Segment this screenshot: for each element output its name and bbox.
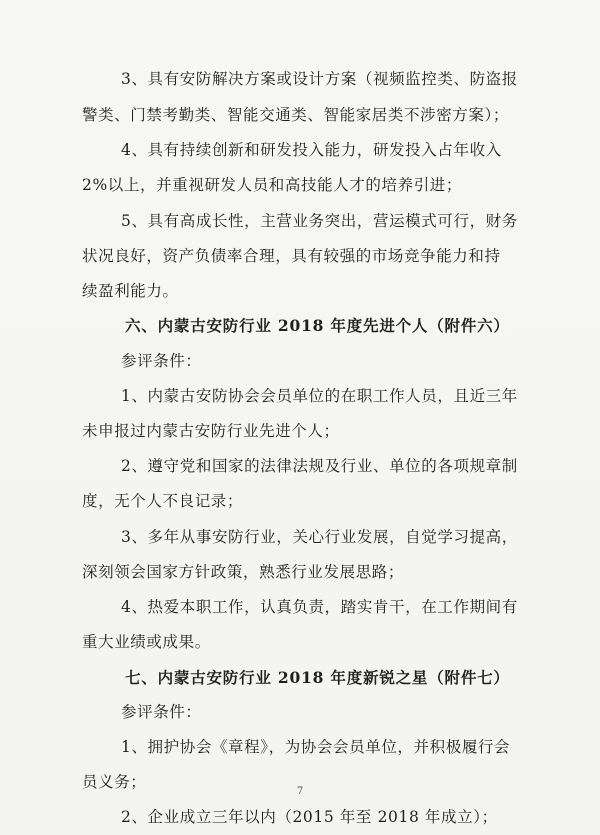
text-line: 参评条件： — [121, 352, 202, 370]
text-line: 5、具有高成长性，主营业务突出，营运模式可行，财务 — [121, 212, 518, 230]
text-line: 续盈利能力。 — [82, 282, 179, 300]
text-line: 3、具有安防解决方案或设计方案（视频监控类、防盗报 — [121, 70, 518, 88]
text-line: 2、遵守党和国家的法律法规及行业、单位的各项规章制 — [121, 457, 518, 475]
text-line: 深刻领会国家方针政策，熟悉行业发展思路； — [82, 563, 405, 581]
text-line: 未申报过内蒙古安防行业先进个人； — [82, 422, 340, 440]
page-number: 7 — [296, 786, 304, 797]
section-heading: 七、内蒙古安防行业 2018 年度新锐之星（附件七） — [125, 668, 510, 687]
text-line: 4、热爱本职工作，认真负责，踏实肯干，在工作期间有 — [121, 598, 518, 616]
text-line: 4、具有持续创新和研发投入能力，研发投入占年收入 — [121, 141, 502, 159]
text-line: 状况良好，资产负债率合理，具有较强的市场竞争能力和持 — [82, 247, 501, 265]
text-line: 1、拥护协会《章程》，为协会会员单位，并积极履行会 — [121, 738, 511, 756]
section-heading: 六、内蒙古安防行业 2018 年度先进个人（附件六） — [125, 316, 510, 335]
text-line: 度，无个人不良记录； — [82, 492, 244, 510]
text-line: 参评条件： — [121, 703, 202, 721]
text-line: 员义务； — [82, 773, 147, 791]
text-line: 2、企业成立三年以内（2015 年至 2018 年成立）； — [121, 808, 498, 826]
text-line: 警类、门禁考勤类、智能交通类、智能家居类不涉密方案）； — [82, 106, 509, 124]
text-line: 3、多年从事安防行业，关心行业发展，自觉学习提高， — [121, 528, 518, 546]
text-line: 1、内蒙古安防协会会员单位的在职工作人员，且近三年 — [121, 387, 518, 405]
text-line: 2%以上，并重视研发人员和高技能人才的培养引进； — [82, 176, 462, 194]
text-line: 重大业绩或成果。 — [82, 633, 211, 651]
